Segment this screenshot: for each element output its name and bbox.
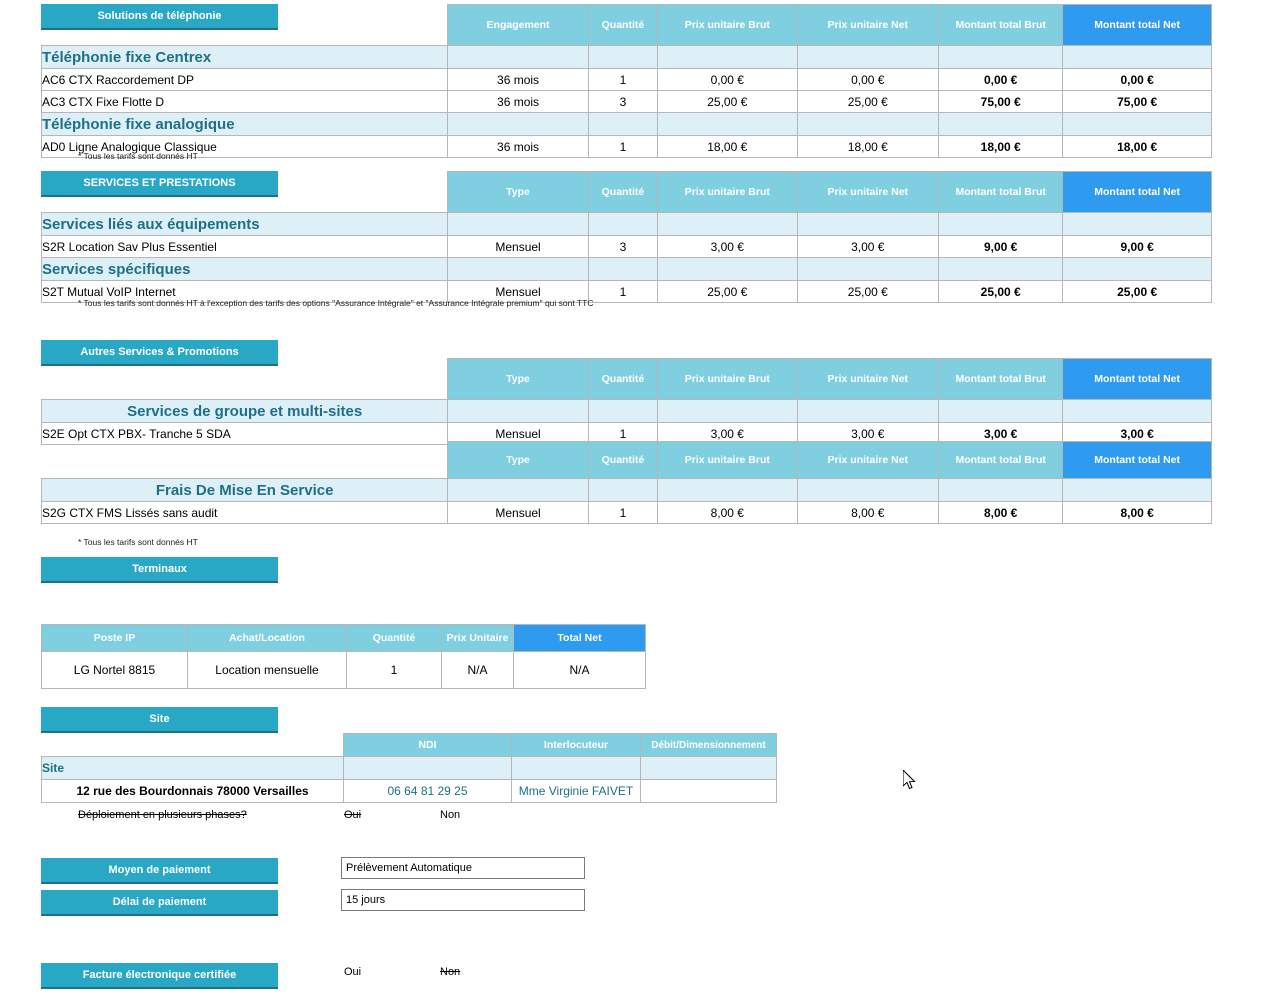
- col-montant-total-brut: Montant total Brut: [939, 172, 1063, 213]
- row-engagement: 36 mois: [448, 136, 589, 158]
- col-interlocuteur: Interlocuteur: [512, 734, 641, 757]
- col-prix-unitaire: Prix Unitaire: [442, 625, 514, 652]
- row-engagement: 36 mois: [448, 91, 589, 113]
- col-total-net: Total Net: [514, 625, 646, 652]
- group-title: Frais De Mise En Service: [42, 479, 448, 502]
- row-type: Mensuel: [448, 236, 589, 258]
- table-header-row: [42, 172, 1212, 213]
- row-prix-unitaire-brut: 25,00 €: [658, 281, 798, 303]
- col-prix-unitaire-net: Prix unitaire Net: [797, 5, 939, 46]
- group-row: [42, 400, 1212, 423]
- group-title: Téléphonie fixe analogique: [42, 113, 448, 136]
- table-row: [42, 236, 1212, 258]
- table-header-row: [42, 359, 1212, 400]
- row-prix-unitaire-net: 25,00 €: [797, 91, 939, 113]
- row-type: Mensuel: [448, 281, 589, 303]
- col-montant-total-brut: Montant total Brut: [939, 5, 1063, 46]
- row-type: Mensuel: [448, 502, 589, 524]
- row-prix-unitaire-brut: 0,00 €: [658, 69, 798, 91]
- col-montant-total-brut: Montant total Brut: [939, 359, 1063, 400]
- row-prix-unitaire-brut: 8,00 €: [658, 502, 798, 524]
- row-prix-unitaire-net: 3,00 €: [797, 423, 939, 445]
- group-row: [42, 46, 1212, 69]
- row-montant-total-net: 25,00 €: [1063, 281, 1212, 303]
- col-poste-ip: Poste IP: [42, 625, 188, 652]
- table-terminaux: [41, 624, 646, 689]
- col-prix-unitaire-net: Prix unitaire Net: [797, 359, 939, 400]
- row-montant-total-net: 0,00 €: [1063, 69, 1212, 91]
- section-tab-moyen-paiement: Moyen de paiement: [41, 858, 278, 884]
- facture-option-non[interactable]: Non: [440, 966, 461, 978]
- col-montant-total-net: Montant total Net: [1063, 442, 1212, 479]
- table-row: [42, 136, 1212, 158]
- row-label: S2T Mutual VoIP Internet: [42, 281, 448, 303]
- col-montant-total-net: Montant total Net: [1063, 172, 1212, 213]
- row-montant-total-brut: 25,00 €: [939, 281, 1063, 303]
- row-quantite: 1: [588, 423, 657, 445]
- row-quantite: 1: [588, 502, 657, 524]
- row-prix-unitaire-brut: 3,00 €: [658, 423, 798, 445]
- deployment-phases-option-oui[interactable]: Oui: [344, 809, 362, 821]
- row-montant-total-brut: 8,00 €: [939, 502, 1063, 524]
- table-row: [42, 69, 1212, 91]
- table-row: [42, 652, 646, 689]
- deployment-phases-option-non[interactable]: Non: [440, 809, 461, 821]
- row-label: AC3 CTX Fixe Flotte D: [42, 91, 448, 113]
- col-quantite: Quantité: [588, 5, 657, 46]
- table-header-row: [42, 5, 1212, 46]
- row-prix-unitaire-net: 18,00 €: [797, 136, 939, 158]
- group-title-site: Site: [42, 757, 344, 780]
- table-row: [42, 502, 1212, 524]
- row-achat-location: Location mensuelle: [188, 652, 347, 689]
- col-montant-total-brut: Montant total Brut: [939, 442, 1063, 479]
- row-quantite: 1: [347, 652, 442, 689]
- col-quantite: Quantité: [347, 625, 442, 652]
- section-tab-autres: Autres Services & Promotions: [41, 340, 278, 366]
- col-type: Type: [448, 442, 589, 479]
- section-tab-site: Site: [41, 707, 278, 733]
- col-prix-unitaire-brut: Prix unitaire Brut: [658, 172, 798, 213]
- section-tab-terminaux: Terminaux: [41, 557, 278, 583]
- col-ndi: NDI: [344, 734, 512, 757]
- table-header-row: [42, 734, 777, 757]
- row-prix-unitaire-net: 25,00 €: [797, 281, 939, 303]
- col-montant-total-net: Montant total Net: [1063, 359, 1212, 400]
- group-title: Services spécifiques: [42, 258, 448, 281]
- table-site: [41, 733, 777, 803]
- row-prix-unitaire-net: 0,00 €: [797, 69, 939, 91]
- row-prix-unitaire: N/A: [442, 652, 514, 689]
- table-row: [42, 780, 777, 803]
- col-achat-location: Achat/Location: [188, 625, 347, 652]
- section-tab-services: SERVICES ET PRESTATIONS: [41, 171, 278, 197]
- group-title: Téléphonie fixe Centrex: [42, 46, 448, 69]
- footnote-telephonie: * Tous les tarifs sont donnés HT: [78, 151, 198, 161]
- row-quantite: 3: [588, 91, 657, 113]
- group-row: [42, 479, 1212, 502]
- table-services: [41, 171, 1212, 303]
- table-header-row: [42, 442, 1212, 479]
- deployment-phases-question: Déploiement en plusieurs phases?: [78, 809, 247, 821]
- site-interlocuteur[interactable]: Mme Virginie FAIVET: [512, 780, 641, 803]
- row-montant-total-net: 9,00 €: [1063, 236, 1212, 258]
- row-montant-total-brut: 9,00 €: [939, 236, 1063, 258]
- row-montant-total-brut: 3,00 €: [939, 423, 1063, 445]
- row-quantite: 1: [588, 136, 657, 158]
- row-label: S2E Opt CTX PBX- Tranche 5 SDA: [42, 423, 448, 445]
- col-quantite: Quantité: [588, 442, 657, 479]
- row-engagement: 36 mois: [448, 69, 589, 91]
- facture-option-oui[interactable]: Oui: [344, 966, 362, 978]
- moyen-paiement-field[interactable]: Prélèvement Automatique: [341, 857, 585, 879]
- table-header-row: [42, 625, 646, 652]
- row-prix-unitaire-brut: 3,00 €: [658, 236, 798, 258]
- group-title: Services de groupe et multi-sites: [42, 400, 448, 423]
- col-prix-unitaire-brut: Prix unitaire Brut: [658, 442, 798, 479]
- section-tab-telephonie: Solutions de téléphonie: [41, 4, 278, 30]
- row-label: AD0 Ligne Analogique Classique: [42, 136, 448, 158]
- row-quantite: 1: [588, 281, 657, 303]
- row-prix-unitaire-net: 3,00 €: [797, 236, 939, 258]
- row-montant-total-brut: 0,00 €: [939, 69, 1063, 91]
- col-debit-dimensionnement: Débit/Dimensionnement: [641, 734, 777, 757]
- col-prix-unitaire-brut: Prix unitaire Brut: [658, 5, 798, 46]
- row-poste-ip: LG Nortel 8815: [42, 652, 188, 689]
- row-prix-unitaire-brut: 18,00 €: [658, 136, 798, 158]
- footnote-autres: * Tous les tarifs sont donnés HT: [78, 537, 198, 547]
- row-label: S2R Location Sav Plus Essentiel: [42, 236, 448, 258]
- row-prix-unitaire-brut: 25,00 €: [658, 91, 798, 113]
- col-quantite: Quantité: [588, 172, 657, 213]
- group-title: Services liés aux équipements: [42, 213, 448, 236]
- row-montant-total-brut: 75,00 €: [939, 91, 1063, 113]
- row-quantite: 1: [588, 69, 657, 91]
- table-row: [42, 91, 1212, 113]
- col-prix-unitaire-brut: Prix unitaire Brut: [658, 359, 798, 400]
- col-type: Type: [448, 359, 589, 400]
- row-montant-total-net: 8,00 €: [1063, 502, 1212, 524]
- row-quantite: 3: [588, 236, 657, 258]
- col-type: Type: [448, 172, 589, 213]
- col-quantite: Quantité: [588, 359, 657, 400]
- section-tab-delai-paiement: Délai de paiement: [41, 890, 278, 916]
- row-prix-unitaire-net: 8,00 €: [797, 502, 939, 524]
- table-telephonie: [41, 4, 1212, 158]
- site-ndi[interactable]: 06 64 81 29 25: [344, 780, 512, 803]
- footnote-services: * Tous les tarifs sont donnés HT à l'exception des tarifs des options "Assurance Intégrale" et "Assurance Intégrale premium" qui sont TTC: [78, 298, 594, 308]
- mouse-cursor: [903, 770, 917, 790]
- row-montant-total-net: 18,00 €: [1063, 136, 1212, 158]
- col-montant-total-net: Montant total Net: [1063, 5, 1212, 46]
- row-montant-total-net: 75,00 €: [1063, 91, 1212, 113]
- col-prix-unitaire-net: Prix unitaire Net: [797, 442, 939, 479]
- row-total-net: N/A: [514, 652, 646, 689]
- row-label: AC6 CTX Raccordement DP: [42, 69, 448, 91]
- row-montant-total-brut: 18,00 €: [939, 136, 1063, 158]
- table-autres-1: [41, 358, 1212, 445]
- delai-paiement-field[interactable]: 15 jours: [341, 889, 585, 911]
- group-row: [42, 258, 1212, 281]
- site-debit[interactable]: [641, 780, 777, 803]
- table-autres-2: [41, 441, 1212, 524]
- col-prix-unitaire-net: Prix unitaire Net: [797, 172, 939, 213]
- col-engagement: Engagement: [448, 5, 589, 46]
- group-row: [42, 757, 777, 780]
- row-montant-total-net: 3,00 €: [1063, 423, 1212, 445]
- section-tab-facture-electronique: Facture électronique certifiée: [41, 963, 278, 989]
- group-row: [42, 213, 1212, 236]
- site-address: 12 rue des Bourdonnais 78000 Versailles: [42, 780, 344, 803]
- row-type: Mensuel: [448, 423, 589, 445]
- group-row: [42, 113, 1212, 136]
- row-label: S2G CTX FMS Lissés sans audit: [42, 502, 448, 524]
